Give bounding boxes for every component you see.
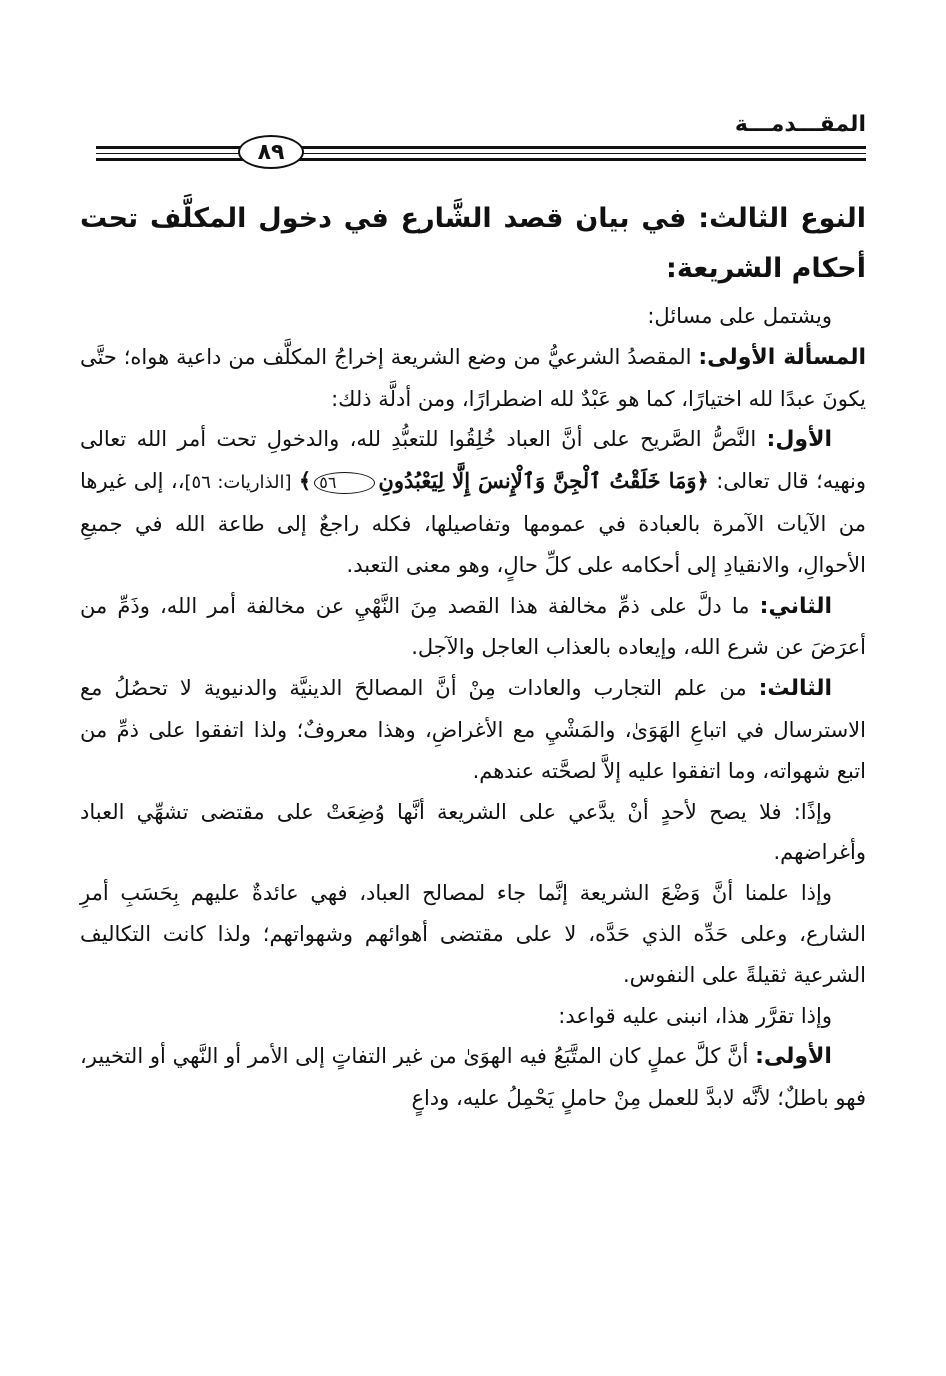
evidence-first-continuation: ،، إلى غيرها من الآيات الآمرة بالعبادة في عمومها وتفاصيلها، فكله راجعٌ إلى طاعة الله في جميعِ الأحوالِ، والانقيادِ إلى أحكامه على كلِّ حالٍ، وهو معنى التعبد. [80, 469, 866, 577]
quran-reference: [الذاريات: ٥٦] [184, 472, 292, 494]
rule-first-label: الأولى: [755, 1044, 832, 1070]
rule-first-text: أنَّ كلَّ عملٍ كان المتَّبَعُ فيه الهوَىٰ من غير التفاتٍ إلى الأمر أو النَّهي أو التخيير، فهو باطلٌ؛ لأنَّه لابدَّ للعمل مِنْ حاملٍ يَحْمِلُ عليه، وداعٍ [80, 1044, 866, 1111]
page-body [80, 194, 866, 1119]
masala-first-label: المسألة الأولى: [698, 344, 866, 370]
quran-verse-text: وَمَا خَلَقْتُ ٱلْجِنَّ وَٱلْإِنسَ إِلَّا لِيَعْبُدُونِ [378, 468, 697, 494]
evidence-second-paragraph [80, 586, 866, 669]
conclusion-paragraph: وإذًا: فلا يصح لأحدٍ أنْ يدَّعي على الشريعة أنَّها وُضِعَتْ على مقتضى تشهِّي العباد وأغراضهم. [80, 799, 866, 865]
header-rule-thick-top [96, 146, 866, 149]
evidence-third-paragraph [80, 668, 866, 791]
verse-number-marker: ٥٦ [314, 472, 375, 494]
running-header-title: المقـــدمـــة [734, 112, 866, 137]
evidence-third-label: الثالث: [758, 676, 832, 702]
evidence-first-paragraph [80, 419, 866, 585]
quran-close-bracket: ﴾ [298, 468, 312, 494]
book-page [80, 0, 866, 1376]
rules-intro-paragraph: وإذا تقرَّر هذا، انبنى عليه قواعد: [558, 1003, 832, 1028]
intro-paragraph: ويشتمل على مسائل: [647, 304, 832, 328]
masala-first-text: المقصدُ الشرعيُّ من وضع الشريعة إخراجُ المكلَّف من داعية هواه؛ حتَّى يكونَ عبدًا لله اختيارًا، كما هو عَبْدٌ لله اضطرارًا، ومن أدلَّة ذلك: [80, 344, 866, 411]
evidence-first-label: الأول: [766, 427, 832, 453]
header-rule-thick-bottom [96, 158, 866, 161]
evidence-third-text: من علم التجارب والعادات مِنْ أنَّ المصالحَ الدينيَّة والدنيوية لا تحصُلُ مع الاسترسال في اتباعِ الهَوَىٰ، والمَشْيِ مع الأغراضِ، وهذا معروفٌ؛ ولذا اتفقوا على ذمِّ من اتبع شهواته، وما اتفقوا عليه إلاَّ لصحَّته عندهم. [80, 676, 866, 783]
rule-first-paragraph [80, 1036, 866, 1119]
quran-open-bracket: ﴿ [696, 468, 709, 494]
page-number-badge: ٨٩ [238, 135, 304, 169]
evidence-second-text: ما دلَّ على ذمِّ مخالفة هذا القصد مِنَ النَّهْيِ عن مخالفة أمر الله، وذَمِّ من أعرَضَ عن شرع الله، وإيعاده بالعذاب العاجل والآجل. [80, 593, 866, 660]
section-heading: النوع الثالث: في بيان قصد الشَّارع في دخول المكلَّف تحت أحكام الشريعة: [80, 203, 866, 284]
header-rule-thin [96, 153, 866, 154]
evidence-second-label: الثاني: [759, 593, 832, 619]
interests-paragraph: وإذا علمنا أنَّ وَضْعَ الشريعة إنَّما جاء لمصالح العباد، فهي عائدةٌ عليهم بِحَسَبِ أمرِ الشارع، وعلى حَدِّه الذي حَدَّه، لا على مقتضى أهوائهم وشهواتهم؛ ولذا كانت التكاليف الشرعية ثقيلةً على النفوس. [80, 881, 866, 987]
evidence-first-text: النَّصُّ الصَّريح على أنَّ العباد خُلِقُوا للتعبُّدِ لله، والدخولِ تحت أمر الله تعالى ونهيه؛ قال تعالى: [80, 427, 867, 494]
masala-first-paragraph [80, 337, 866, 420]
